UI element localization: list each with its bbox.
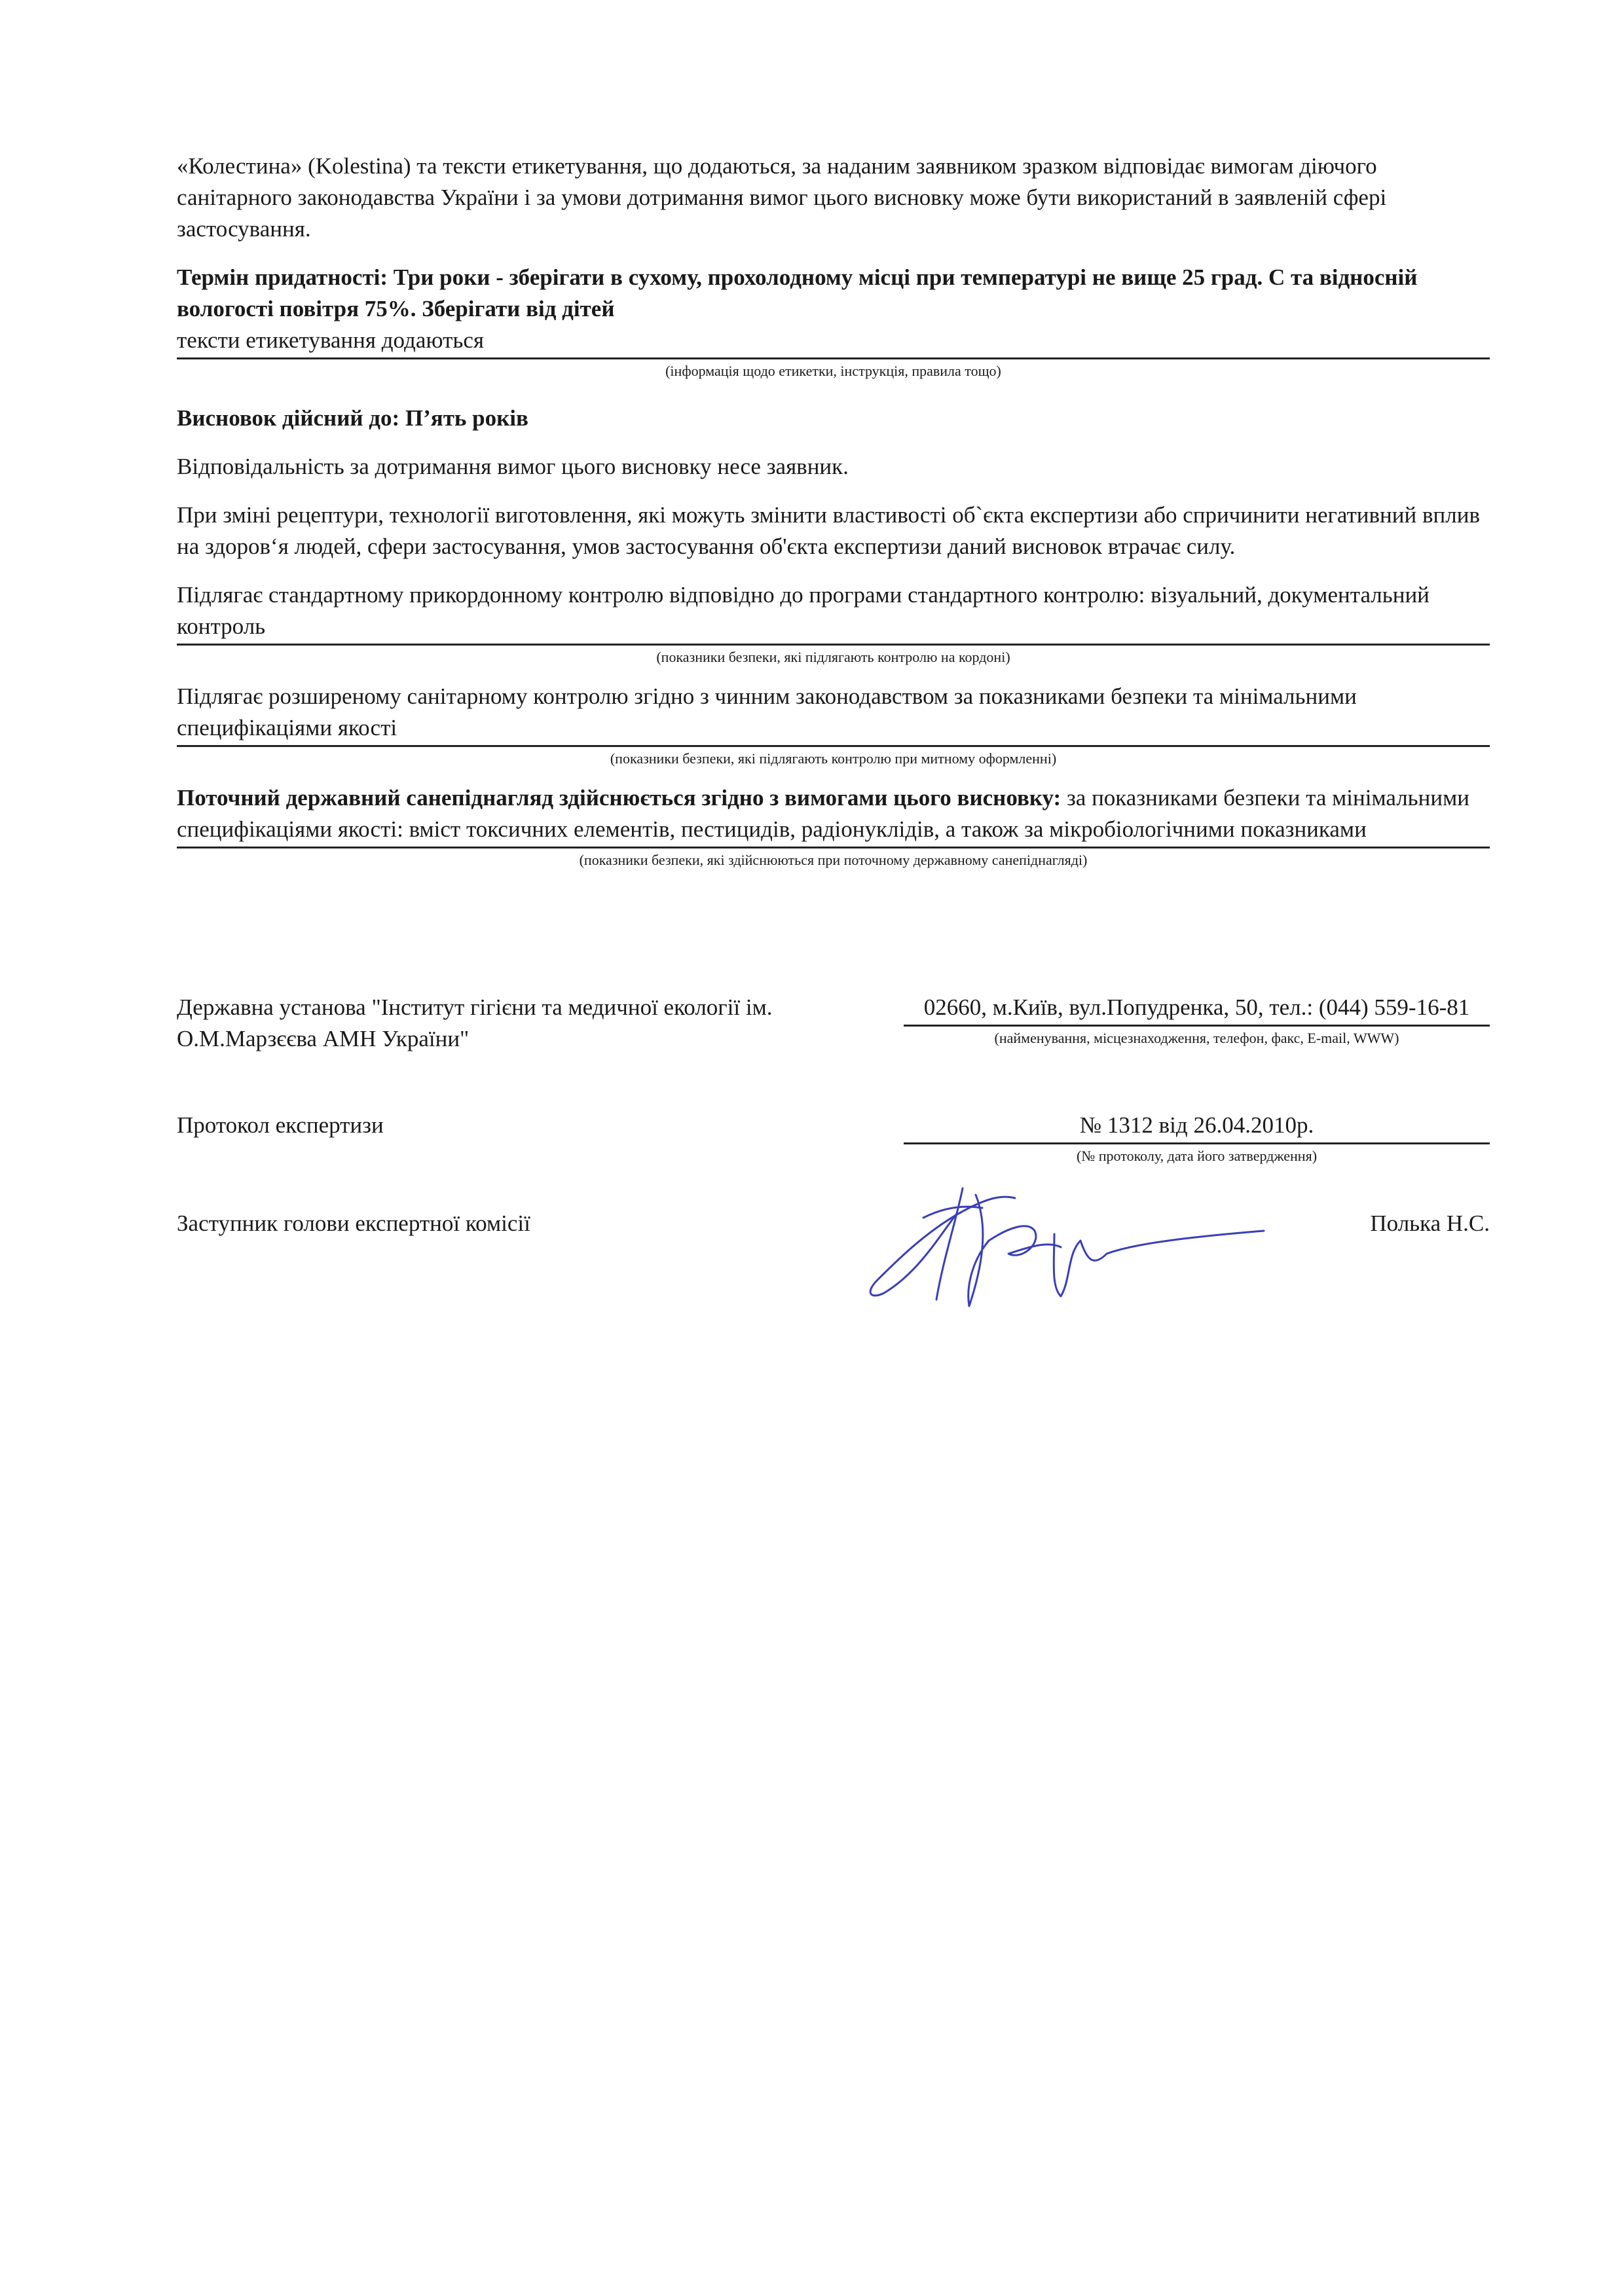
document-body — [177, 151, 1490, 869]
border-control-field: Підлягає стандартному прикордонному контролю відповідно до програми стандартного контролю: візуальний, документальний контроль — [177, 579, 1490, 646]
validity-line: Висновок дійсний до: П’ять років — [177, 405, 528, 431]
shelf-life-paragraph: Термін придатності: Три роки - зберігати в сухому, прохолодному місці при температурі не вище 25 град. С та відносній вологості повітря 75%. Зберігати від дітей — [177, 264, 1418, 321]
institution-row — [177, 992, 1490, 1110]
signature-icon — [858, 1169, 1316, 1313]
supervision-field — [177, 782, 1490, 848]
protocol-caption: (№ протоколу, дата його затвердження) — [1076, 1148, 1318, 1164]
responsibility-line: Відповідальність за дотримання вимог цього висновку несе заявник. — [177, 454, 849, 479]
institution-block — [904, 992, 1490, 1048]
institution-address: 02660, м.Київ, вул.Попудренка, 50, тел.: (044) 559-16-81 — [904, 992, 1490, 1027]
protocol-value: № 1312 від 26.04.2010р. — [904, 1110, 1490, 1144]
extended-control-caption: (показники безпеки, які підлягають контролю при митному оформленні) — [610, 750, 1057, 767]
institution-name: Державна установа "Інститут гігієни та медичної екології ім. О.М.Марзєєва АМН України" — [177, 994, 773, 1051]
labeling-field: тексти етикетування додаються — [177, 325, 1490, 359]
extended-control-field: Підлягає розширеному санітарному контролю згідно з чинним законодавством за показниками безпеки та мінімальними специфікаціями якості — [177, 681, 1490, 747]
border-control-caption: (показники безпеки, які підлягають контролю на кордоні) — [656, 649, 1010, 665]
intro-paragraph: «Колестина» (Kolestina) та тексти етикетування, що додаються, за наданим заявником зразком відповідає вимогам діючого санітарного законодавства України і за умови дотримання вимог цього висновку може бути використаний в заявленій сфері застосування. — [177, 153, 1387, 242]
signer-row — [177, 1208, 1490, 1306]
signer-title: Заступник голови експертної комісії — [177, 1211, 530, 1236]
protocol-label: Протокол експертизи — [177, 1112, 384, 1138]
labeling-caption: (інформація щодо етикетки, інструкція, правила тощо) — [665, 363, 1001, 379]
protocol-block — [904, 1110, 1490, 1165]
supervision-caption: (показники безпеки, які здійснюються при поточному державному санепіднагляді) — [579, 852, 1088, 868]
institution-caption: (найменування, місцезнаходження, телефон, факс, E-mail, WWW) — [994, 1030, 1399, 1046]
supervision-text: за показниками безпеки та мінімальними специфікаціями якості: вміст токсичних елементів, пестицидів, радіонуклідів, а також за мікробіологічними показниками — [177, 785, 1469, 842]
supervision-bold-text: Поточний державний санепіднагляд здійснюється згідно з вимогами цього висновку: — [177, 785, 1061, 811]
change-clause-paragraph: При зміні рецептури, технології виготовлення, які можуть змінити властивості об`єкта експертизи або спричинити негативний вплив на здоров‘я людей, сфери застосування, умов застосування об'єкта експертизи даний висновок втрачає силу. — [177, 502, 1480, 559]
footer-section — [177, 992, 1490, 1306]
signer-name: Полька Н.С. — [1370, 1211, 1490, 1236]
